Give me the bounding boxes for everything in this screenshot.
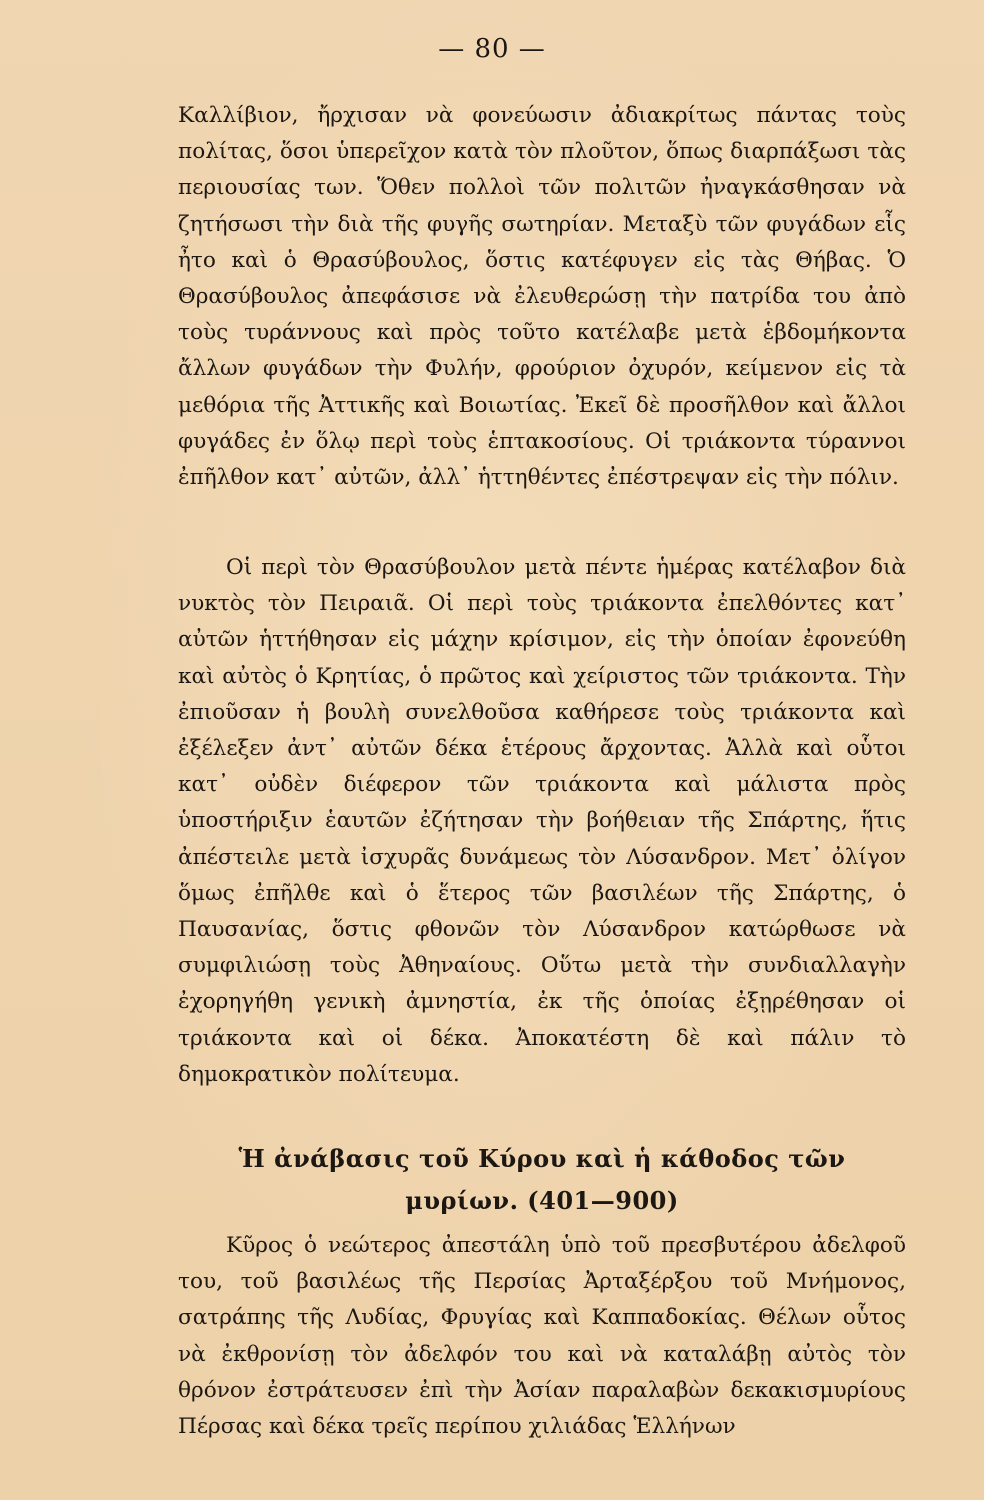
paragraph-2 [178, 550, 906, 1093]
paragraph-3-text: Κῦρος ὁ νεώτερος ἀπεστάλη ὑπὸ τοῦ πρεσβυτέρου ἀδελφοῦ του, τοῦ βασιλέως τῆς Περσίας Ἀρταξέρξου τοῦ Μνήμονος, σατράπης τῆς Λυδίας, Φρυγίας καὶ Καππαδοκίας. Θέλων οὗτος νὰ ἐκθρονίσῃ τὸν ἀδελφόν του καὶ νὰ καταλάβῃ αὐτὸς τὸν θρόνον ἐστράτευσεν ἐπὶ τὴν Ἀσίαν παραλαβὼν δεκακισμυρίους Πέρσας καὶ δέκα τρεῖς περίπου χιλιάδας Ἑλλήνων [178, 1233, 906, 1440]
paragraph-1 [178, 98, 906, 496]
paragraph-2-text: Οἱ περὶ τὸν Θρασύβουλον μετὰ πέντε ἡμέρας κατέλαβον διὰ νυκτὸς τὸν Πειραιᾶ. Οἱ περὶ τοὺς τριάκοντα ἐπελθόντες κατ᾽ αὐτῶν ἡττήθησαν εἰς μάχην κρίσιμον, εἰς τὴν ὁποίαν ἐφονεύθη καὶ αὐτὸς ὁ Κρητίας, ὁ πρῶτος καὶ χείριστος τῶν τριάκοντα. Τὴν ἐπιοῦσαν ἡ βουλὴ συνελθοῦσα καθήρεσε τοὺς τριάκοντα καὶ ἐξέλεξεν ἀντ᾽ αὐτῶν δέκα ἑτέρους ἄρχοντας. Ἀλλὰ καὶ οὗτοι κατ᾽ οὐδὲν διέφερον τῶν τριάκοντα καὶ μάλιστα πρὸς ὑποστήριξιν ἑαυτῶν ἐζήτησαν τὴν βοήθειαν τῆς Σπάρτης, ἥτις ἀπέστειλε μετὰ ἰσχυρᾶς δυνάμεως τὸν Λύσανδρον. Μετ᾽ ὀλίγον ὅμως ἐπῆλθε καὶ ὁ ἕτερος τῶν βασιλέων τῆς Σπάρτης, ὁ Παυσανίας, ὅστις φθονῶν τὸν Λύσανδρον κατώρθωσε νὰ συμφιλιώσῃ τοὺς Ἀθηναίους. Οὕτω μετὰ τὴν συνδιαλλαγὴν ἐχορηγήθη γενικὴ ἀμνηστία, ἐκ τῆς ὁποίας ἐξῃρέθησαν οἱ τριάκοντα καὶ οἱ δέκα. Ἀποκατέστη δὲ καὶ πάλιν τὸ δημοκρατικὸν πολίτευμα. [178, 555, 906, 1087]
page-number: — 80 — [438, 34, 546, 64]
paragraph-3 [178, 1228, 906, 1445]
section-heading: Ἡ ἀνάβασις τοῦ Κύρου καὶ ἡ κάθοδος τῶν μυρίων. (401—900) [238, 1144, 846, 1215]
paragraph-1-text: Καλλίβιον, ἤρχισαν νὰ φονεύωσιν ἀδιακρίτως πάντας τοὺς πολίτας, ὅσοι ὑπερεῖχον κατὰ τὸν πλοῦτον, ὅπως διαρπάξωσι τὰς περιουσίας των. Ὅθεν πολλοὶ τῶν πολιτῶν ἠναγκάσθησαν νὰ ζητήσωσι τὴν διὰ τῆς φυγῆς σωτηρίαν. Μεταξὺ τῶν φυγάδων εἷς ἦτο καὶ ὁ Θρασύβουλος, ὅστις κατέφυγεν εἰς τὰς Θήβας. Ὁ Θρασύβουλος ἀπεφάσισε νὰ ἐλευθερώσῃ τὴν πατρίδα του ἀπὸ τοὺς τυράννους καὶ πρὸς τοῦτο κατέλαβε μετὰ ἑβδομήκοντα ἄλλων φυγάδων τὴν Φυλήν, φρούριον ὀχυρόν, κείμενον εἰς τὰ μεθόρια τῆς Ἀττικῆς καὶ Βοιωτίας. Ἐκεῖ δὲ προσῆλθον καὶ ἄλλοι φυγάδες ἐν ὅλῳ περὶ τοὺς ἑπτακοσίους. Οἱ τριάκοντα τύραννοι ἐπῆλθον κατ᾽ αὐτῶν, ἀλλ᾽ ἡττηθέντες ἐπέστρεψαν εἰς τὴν πόλιν. [178, 103, 906, 491]
